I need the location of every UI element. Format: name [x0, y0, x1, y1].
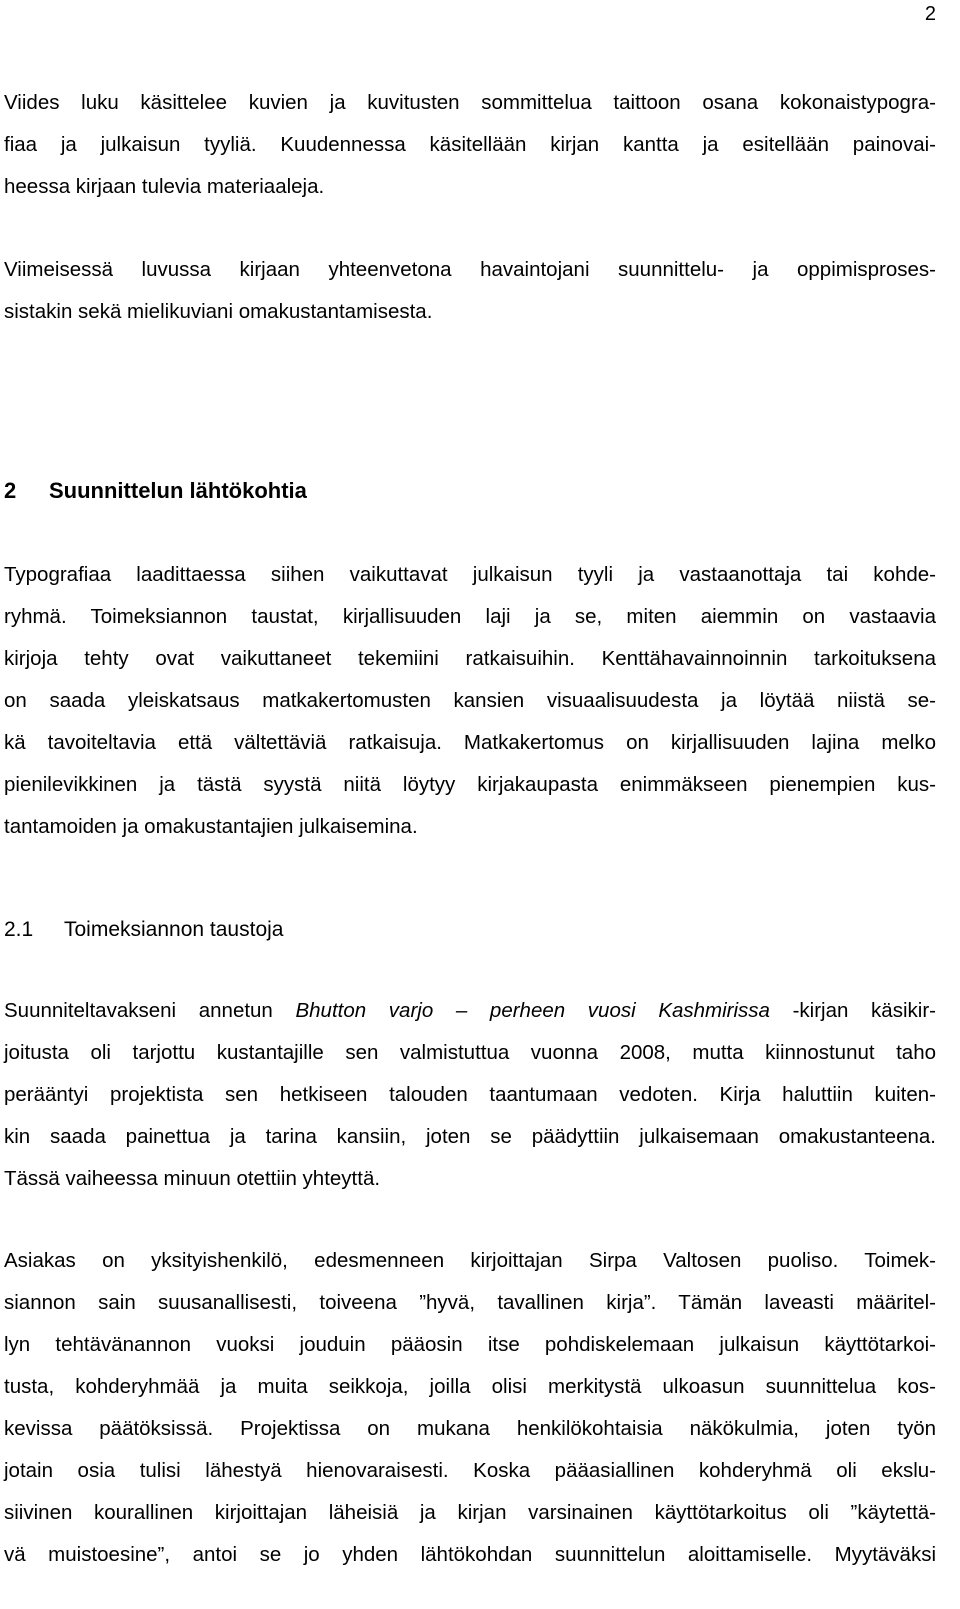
subsection-heading [4, 915, 283, 945]
text-line: kevissa päätöksissä. Projektissa on mukana henkilökohtaisia näkökulmia, joten työn [4, 1417, 936, 1440]
text-line: Viimeisessä luvussa kirjaan yhteenvetona havaintojani suunnittelu- ja oppimisproses- [4, 258, 936, 281]
text-line: tantamoiden ja omakustantajien julkaisemina. [4, 815, 418, 838]
section-heading [4, 475, 307, 507]
text-line: pienilevikkinen ja tästä syystä niitä löytyy kirjakaupasta enimmäkseen pienempien kus- [4, 773, 936, 796]
book-title: Bhutton varjo – perheen vuosi Kashmirissa [295, 999, 770, 1022]
text-line: fiaa ja julkaisun tyyliä. Kuudennessa käsitellään kirjan kantta ja esitellään painovai- [4, 133, 936, 156]
text-line: heessa kirjaan tulevia materiaaleja. [4, 175, 325, 198]
text-line: tusta, kohderyhmää ja muita seikkoja, joilla olisi merkitystä ulkoasun suunnittelua kos- [4, 1375, 936, 1398]
text-line: siannon sain suusanallisesti, toiveena ”hyvä, tavallinen kirja”. Tämän laveasti määritel- [4, 1291, 936, 1314]
text-line: joitusta oli tarjottu kustantajille sen valmistuttua vuonna 2008, mutta kiinnostunut taho [4, 1041, 936, 1064]
text-line: jotain osia tulisi lähestyä hienovaraisesti. Koska pääasiallinen kohderyhmä oli ekslu- [4, 1459, 936, 1482]
text-line: Asiakas on yksityishenkilö, edesmenneen kirjoittajan Sirpa Valtosen puoliso. Toimek- [4, 1249, 936, 1272]
text-run: Suunniteltavakseni annetun [4, 999, 296, 1022]
text-line: on saada yleiskatsaus matkakertomusten kansien visuaalisuudesta ja löytää niistä se- [4, 689, 936, 712]
text-run: -kirjan käsikir- [769, 999, 936, 1022]
text-line: Typografiaa laadittaessa siihen vaikuttavat julkaisun tyyli ja vastaanottaja tai kohde- [4, 563, 936, 586]
section-number: 2 [4, 478, 17, 503]
text-line: sistakin sekä mielikuviani omakustantamisesta. [4, 300, 433, 323]
text-line: kirjoja tehty ovat vaikuttaneet tekemiini ratkaisuihin. Kenttähavainnoinnin tarkoituksena [4, 647, 936, 670]
text-line: kä tavoiteltavia että vältettäviä ratkaisuja. Matkakertomus on kirjallisuuden lajina melko [4, 731, 936, 754]
text-line: Tässä vaiheessa minuun otettiin yhteyttä. [4, 1167, 381, 1190]
text-line [4, 996, 936, 1026]
page-number: 2 [924, 3, 936, 25]
text-line: Viides luku käsittelee kuvien ja kuvitusten sommittelua taittoon osana kokonaistypogra- [4, 91, 936, 114]
text-line: siivinen kourallinen kirjoittajan läheisiä ja kirjan varsinainen käyttötarkoitus oli ”käytettä- [4, 1501, 936, 1524]
text-line: ryhmä. Toimeksiannon taustat, kirjallisuuden laji ja se, miten aiemmin on vastaavia [4, 605, 936, 628]
subsection-number: 2.1 [4, 918, 34, 941]
text-line: vä muistoesine”, antoi se jo yhden lähtökohdan suunnittelun aloittamiselle. Myytäväksi [4, 1543, 936, 1566]
text-line: perääntyi projektista sen hetkiseen talouden taantumaan vedoten. Kirja haluttiin kuiten- [4, 1083, 936, 1106]
text-line: lyn tehtävänannon vuoksi jouduin pääosin itse pohdiskelemaan julkaisun käyttötarkoi- [4, 1333, 936, 1356]
section-title: Suunnittelun lähtökohtia [49, 478, 307, 503]
text-line: kin saada painettua ja tarina kansiin, joten se päädyttiin julkaisemaan omakustanteena. [4, 1125, 936, 1148]
subsection-title: Toimeksiannon taustoja [64, 918, 284, 941]
